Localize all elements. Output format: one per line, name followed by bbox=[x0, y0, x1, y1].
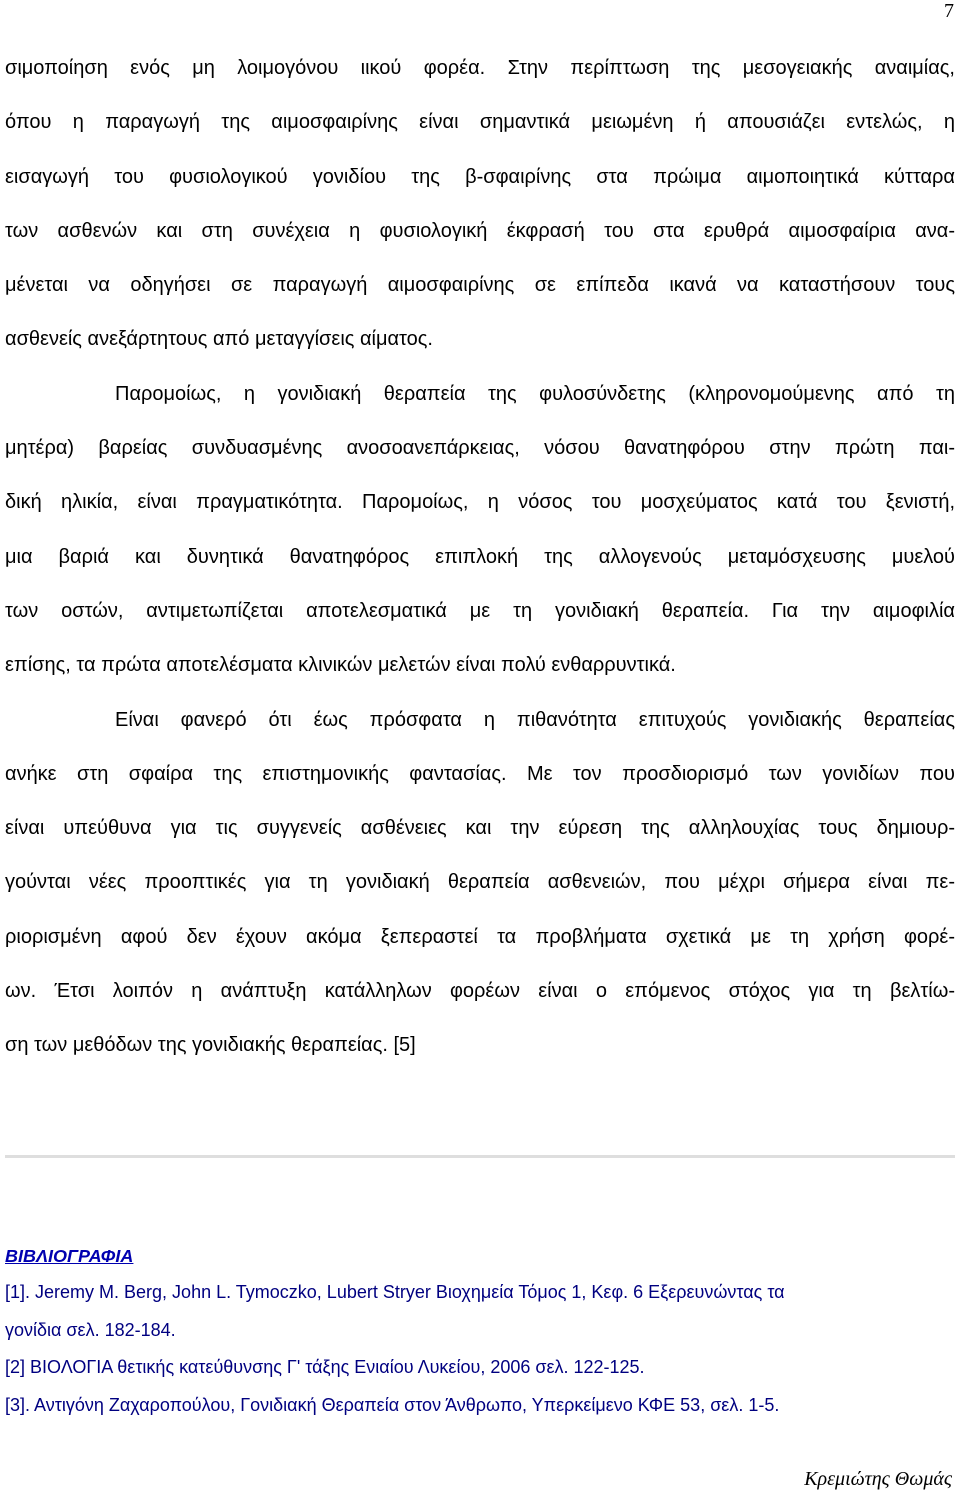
body-line: μητέρα) βαρείας συνδυασμένης ανοσοανεπάρκειας, νόσου θανατηφόρου στην πρώτη παι- bbox=[5, 437, 955, 460]
body-line: των οστών, αντιμετωπίζεται αποτελεσματικά με τη γονιδιακή θεραπεία. Για την αιμοφιλία bbox=[5, 599, 955, 622]
body-text bbox=[5, 41, 955, 1073]
body-line: επίσης, τα πρώτα αποτελέσματα κλινικών μελετών είναι πολύ ενθαρρυντικά. bbox=[5, 654, 676, 677]
reference-number: [3]. bbox=[5, 1394, 31, 1415]
body-line: ανήκε στη σφαίρα της επιστημονικής φαντασίας. Με τον προσδιορισμό των γονιδίων που bbox=[5, 762, 955, 785]
body-line: μια βαριά και δυνητικά θανατηφόρος επιπλοκή της αλλογενούς μεταμόσχευσης μυελού bbox=[5, 545, 955, 568]
reference-1-continuation bbox=[5, 1315, 955, 1353]
bibliography-heading: ΒΙΒΛΙΟΓΡΑΦΙΑ bbox=[5, 1246, 134, 1266]
body-line: είναι υπεύθυνα για τις συγγενείς ασθένειες και την εύρεση της αλληλουχίας τους δημιουρ- bbox=[5, 817, 955, 840]
reference-3 bbox=[5, 1390, 955, 1428]
bibliography-section bbox=[5, 1241, 955, 1427]
body-line: γούνται νέες προοπτικές για τη γονιδιακή θεραπεία ασθενειών, που μέχρι σήμερα είναι πε- bbox=[5, 871, 955, 894]
body-line: εισαγωγή του φυσιολογικού γονιδίου της β-σφαιρίνης στα πρώιμα αιμοποιητικά κύτταρα bbox=[5, 165, 955, 188]
body-line: ριορισμένη αφού δεν έχουν ακόμα ξεπεραστεί τα προβλήματα σχετικά με τη χρήση φορέ- bbox=[5, 925, 955, 948]
reference-text: γονίδια σελ. 182-184. bbox=[5, 1319, 176, 1340]
body-line: σιμοποίηση ενός μη λοιμογόνου ιικού φορέα. Στην περίπτωση της μεσογειακής αναιμίας, bbox=[5, 57, 955, 79]
reference-number: [1]. bbox=[5, 1282, 31, 1302]
section-divider bbox=[5, 1155, 955, 1158]
body-line: ση των μεθόδων της γονιδιακής θεραπείας. [5] bbox=[5, 1034, 416, 1057]
reference-text: Jeremy M. Berg, John L. Tymoczko, Lubert Stryer Βιοχημεία Τόμος 1, Κεφ. 6 Εξερευνώντας τα bbox=[35, 1282, 785, 1302]
body-line: ων. Έτσι λοιπόν η ανάπτυξη κατάλληλων φορέων είναι ο επόμενος στόχος για τη βελτίω- bbox=[5, 980, 955, 1003]
footer-author: Κρεμιώτης Θωμάς bbox=[804, 1468, 952, 1490]
body-line: Παρομοίως, η γονιδιακή θεραπεία της φυλοσύνδετης (κληρονομούμενης από τη bbox=[115, 382, 955, 405]
body-line: Είναι φανερό ότι έως πρόσφατα η πιθανότητα επιτυχούς γονιδιακής θεραπείας bbox=[115, 708, 955, 731]
body-line: δική ηλικία, είναι πραγματικότητα. Παρομοίως, η νόσος του μοσχεύματος κατά του ξενιστή, bbox=[5, 491, 955, 514]
page-number: 7 bbox=[944, 0, 954, 22]
reference-number: [2] bbox=[5, 1357, 26, 1377]
body-line: των ασθενών και στη συνέχεια η φυσιολογική έκφρασή του στα ερυθρά αιμοσφαίρια ανα- bbox=[5, 219, 955, 242]
reference-text: Αντιγόνη Ζαχαροπούλου, Γονιδιακή Θεραπεία στον Άνθρωπο, Υπερκείμενο ΚΦΕ 53, σελ. 1-5. bbox=[34, 1394, 780, 1415]
body-line: μένεται να οδηγήσει σε παραγωγή αιμοσφαιρίνης σε επίπεδα ικανά να καταστήσουν τους bbox=[5, 274, 955, 297]
body-line: ασθενείς ανεξάρτητους από μεταγγίσεις αίματος. bbox=[5, 328, 433, 351]
reference-text: ΒΙΟΛΟΓΙΑ θετικής κατεύθυνσης Γ' τάξης Ενιαίου Λυκείου, 2006 σελ. 122-125. bbox=[30, 1357, 645, 1377]
reference-2 bbox=[5, 1352, 955, 1390]
reference-1 bbox=[5, 1277, 955, 1315]
body-line: όπου η παραγωγή της αιμοσφαιρίνης είναι σημαντικά μειωμένη ή απουσιάζει εντελώς, η bbox=[5, 111, 955, 134]
